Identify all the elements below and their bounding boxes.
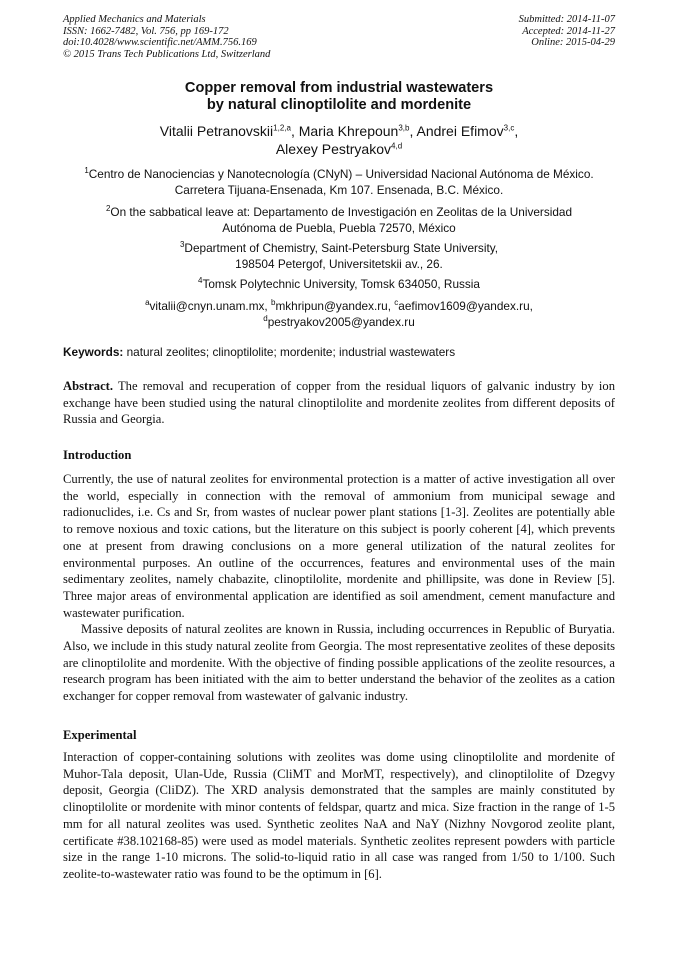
affiliation-text: On the sabbatical leave at: Departamento de Investigación en Zeolitas de la Universidad [110,205,573,219]
section-heading-experimental: Experimental [63,728,137,742]
email-address[interactable]: vitalii@cnyn.unam.mx, [149,299,271,313]
affiliation-mark: 3 [179,240,185,250]
title-line-2: by natural clinoptilolite and mordenite [206,97,472,113]
affiliation-3 [0,240,678,272]
affiliation-mark: 1 [84,166,89,176]
author-separator: , [514,123,519,139]
author-name: Vitalii Petranovskii [159,123,274,139]
keywords-text: natural zeolites; clinoptilolite; mordenite; industrial wastewaters [123,345,456,359]
paper-title [0,80,678,114]
email-mark: b [270,298,276,308]
affiliation-1 [0,166,678,198]
section-heading-introduction: Introduction [63,448,132,462]
journal-info [63,14,270,60]
author-affiliation-mark: 4,d [391,141,403,151]
affiliation-2 [0,204,678,236]
email-mark: c [394,298,399,308]
affiliation-4 [0,276,678,292]
journal-doi: doi:10.4028/www.scientific.net/AMM.756.169 [63,37,257,48]
paragraph: Interaction of copper-containing solutions with zeolites was dome using clinoptilolite and mordenite of Muhor-Tala deposit, Ulan-Ude, Russia (CliMT and MorMT, respectively), and clinoptilolite of Dzegvy deposit, Georgia (CliDZ). The XRD analysis demonstrated that the samples are mainly constituted by clinoptilolite or mordenite with minor contents of feldspar, quartz and mica. Size fraction in the range of 1-5 mm for all natural zeolites was used. Synthetic zeolites NaA and NaY (Nizhny Novgorod zeolite plant, certificate #38.102168-85) were used as model materials. Synthetic zeolites represent powders with particle size in the range 1-10 microns. The solid-to-liquid ratio in all case was ranged from 1/50 to 1/100. Such zeolite-to-wastewater ratio was found to be the optimum in [6]. [63,750,615,881]
email-address[interactable]: mkhripun@yandex.ru, [275,299,395,313]
author-separator: , [409,123,417,139]
abstract-text: The removal and recuperation of copper from the residual liquors of galvanic industry by ion exchange have been studied using the natural clinoptilolite and mordenite zeolites from different deposits of Russia and Georgia. [63,379,615,427]
affiliation-text: Carretera Tijuana-Ensenada, Km 107. Ensenada, B.C. México. [174,183,504,197]
author-separator: , [290,123,299,139]
affiliation-mark: 2 [105,204,111,214]
paragraph: Massive deposits of natural zeolites are known in Russia, including occurrences in Republic of Buryatia. Also, we include in this study natural zeolite from Georgia. The most representative zeolites of these deposits are clinoptilolite and mordenite. With the objective of finding possible applications of the zeolite resources, a research program has been initiated with the aim to better understand the behavior of the zeolites as a cation exchanger for copper removal from wastewater of galvanic industry. [63,622,615,704]
submission-dates [519,14,615,49]
keywords-label: Keywords: [63,345,124,359]
affiliation-text: 198504 Petergof, Universitetskii av., 26. [235,257,443,271]
journal-issn: ISSN: 1662-7482, Vol. 756, pp 169-172 [63,25,229,37]
experimental-section [63,749,615,883]
author-name: Andrei Efimov [416,123,504,139]
title-line-1: Copper removal from industrial wastewaters [184,80,494,96]
author-name: Maria Khrepoun [298,123,399,139]
author-affiliation-mark: 1,2,a [273,123,291,133]
journal-name: Applied Mechanics and Materials [63,14,206,25]
email-address[interactable]: aefimov1609@yandex.ru, [398,299,533,313]
author-name: Alexey Pestryakov [275,141,392,157]
affiliation-text: Autónoma de Puebla, Puebla 72570, México [222,221,456,235]
affiliation-text: Department of Chemistry, Saint-Petersburg State University, [184,241,499,255]
affiliation-text: Tomsk Polytechnic University, Tomsk 634050, Russia [202,277,480,291]
affiliation-mark: 4 [197,276,203,286]
keywords [63,345,455,359]
author-emails [0,298,678,330]
online-date: Online: 2015-04-29 [531,37,615,48]
accepted-date: Accepted: 2014-11-27 [522,25,615,37]
introduction-section [63,471,615,705]
abstract [63,378,615,428]
author-affiliation-mark: 3,b [398,123,410,133]
paragraph: Currently, the use of natural zeolites for environmental protection is a matter of active investigation all over the world, especially in connection with the removal of ammonium from municipal sewage and radionuclides, i.e. Cs and Sr, from wastes of nuclear power plant stations [1-3]. Zeolites are potentially able to remove noxious and toxic cations, but the literature on this subject is poorly coherent [4], which prevents one at present from drawing conclusions on a more general utilization of the natural zeolites for environmental purposes. An outline of the occurrences, features and environmental uses of the main sedimentary zeolites, namely chabazite, clinoptilolite, mordenite and phillipsite, was done in Review [5]. Three major areas of environmental application are identified as soil amendment, cement manufacture and wastewater purification. [63,472,615,620]
email-address[interactable]: pestryakov2005@yandex.ru [267,315,415,329]
author-list [0,122,678,158]
affiliation-text: Centro de Nanociencias y Nanotecnología (CNyN) – Universidad Nacional Autónoma de México. [88,167,594,181]
email-mark: a [145,298,150,308]
abstract-label: Abstract. [63,379,114,393]
email-mark: d [263,314,268,324]
journal-copyright: © 2015 Trans Tech Publications Ltd, Switzerland [63,48,271,60]
submitted-date: Submitted: 2014-11-07 [518,14,615,25]
author-affiliation-mark: 3,c [503,123,515,133]
